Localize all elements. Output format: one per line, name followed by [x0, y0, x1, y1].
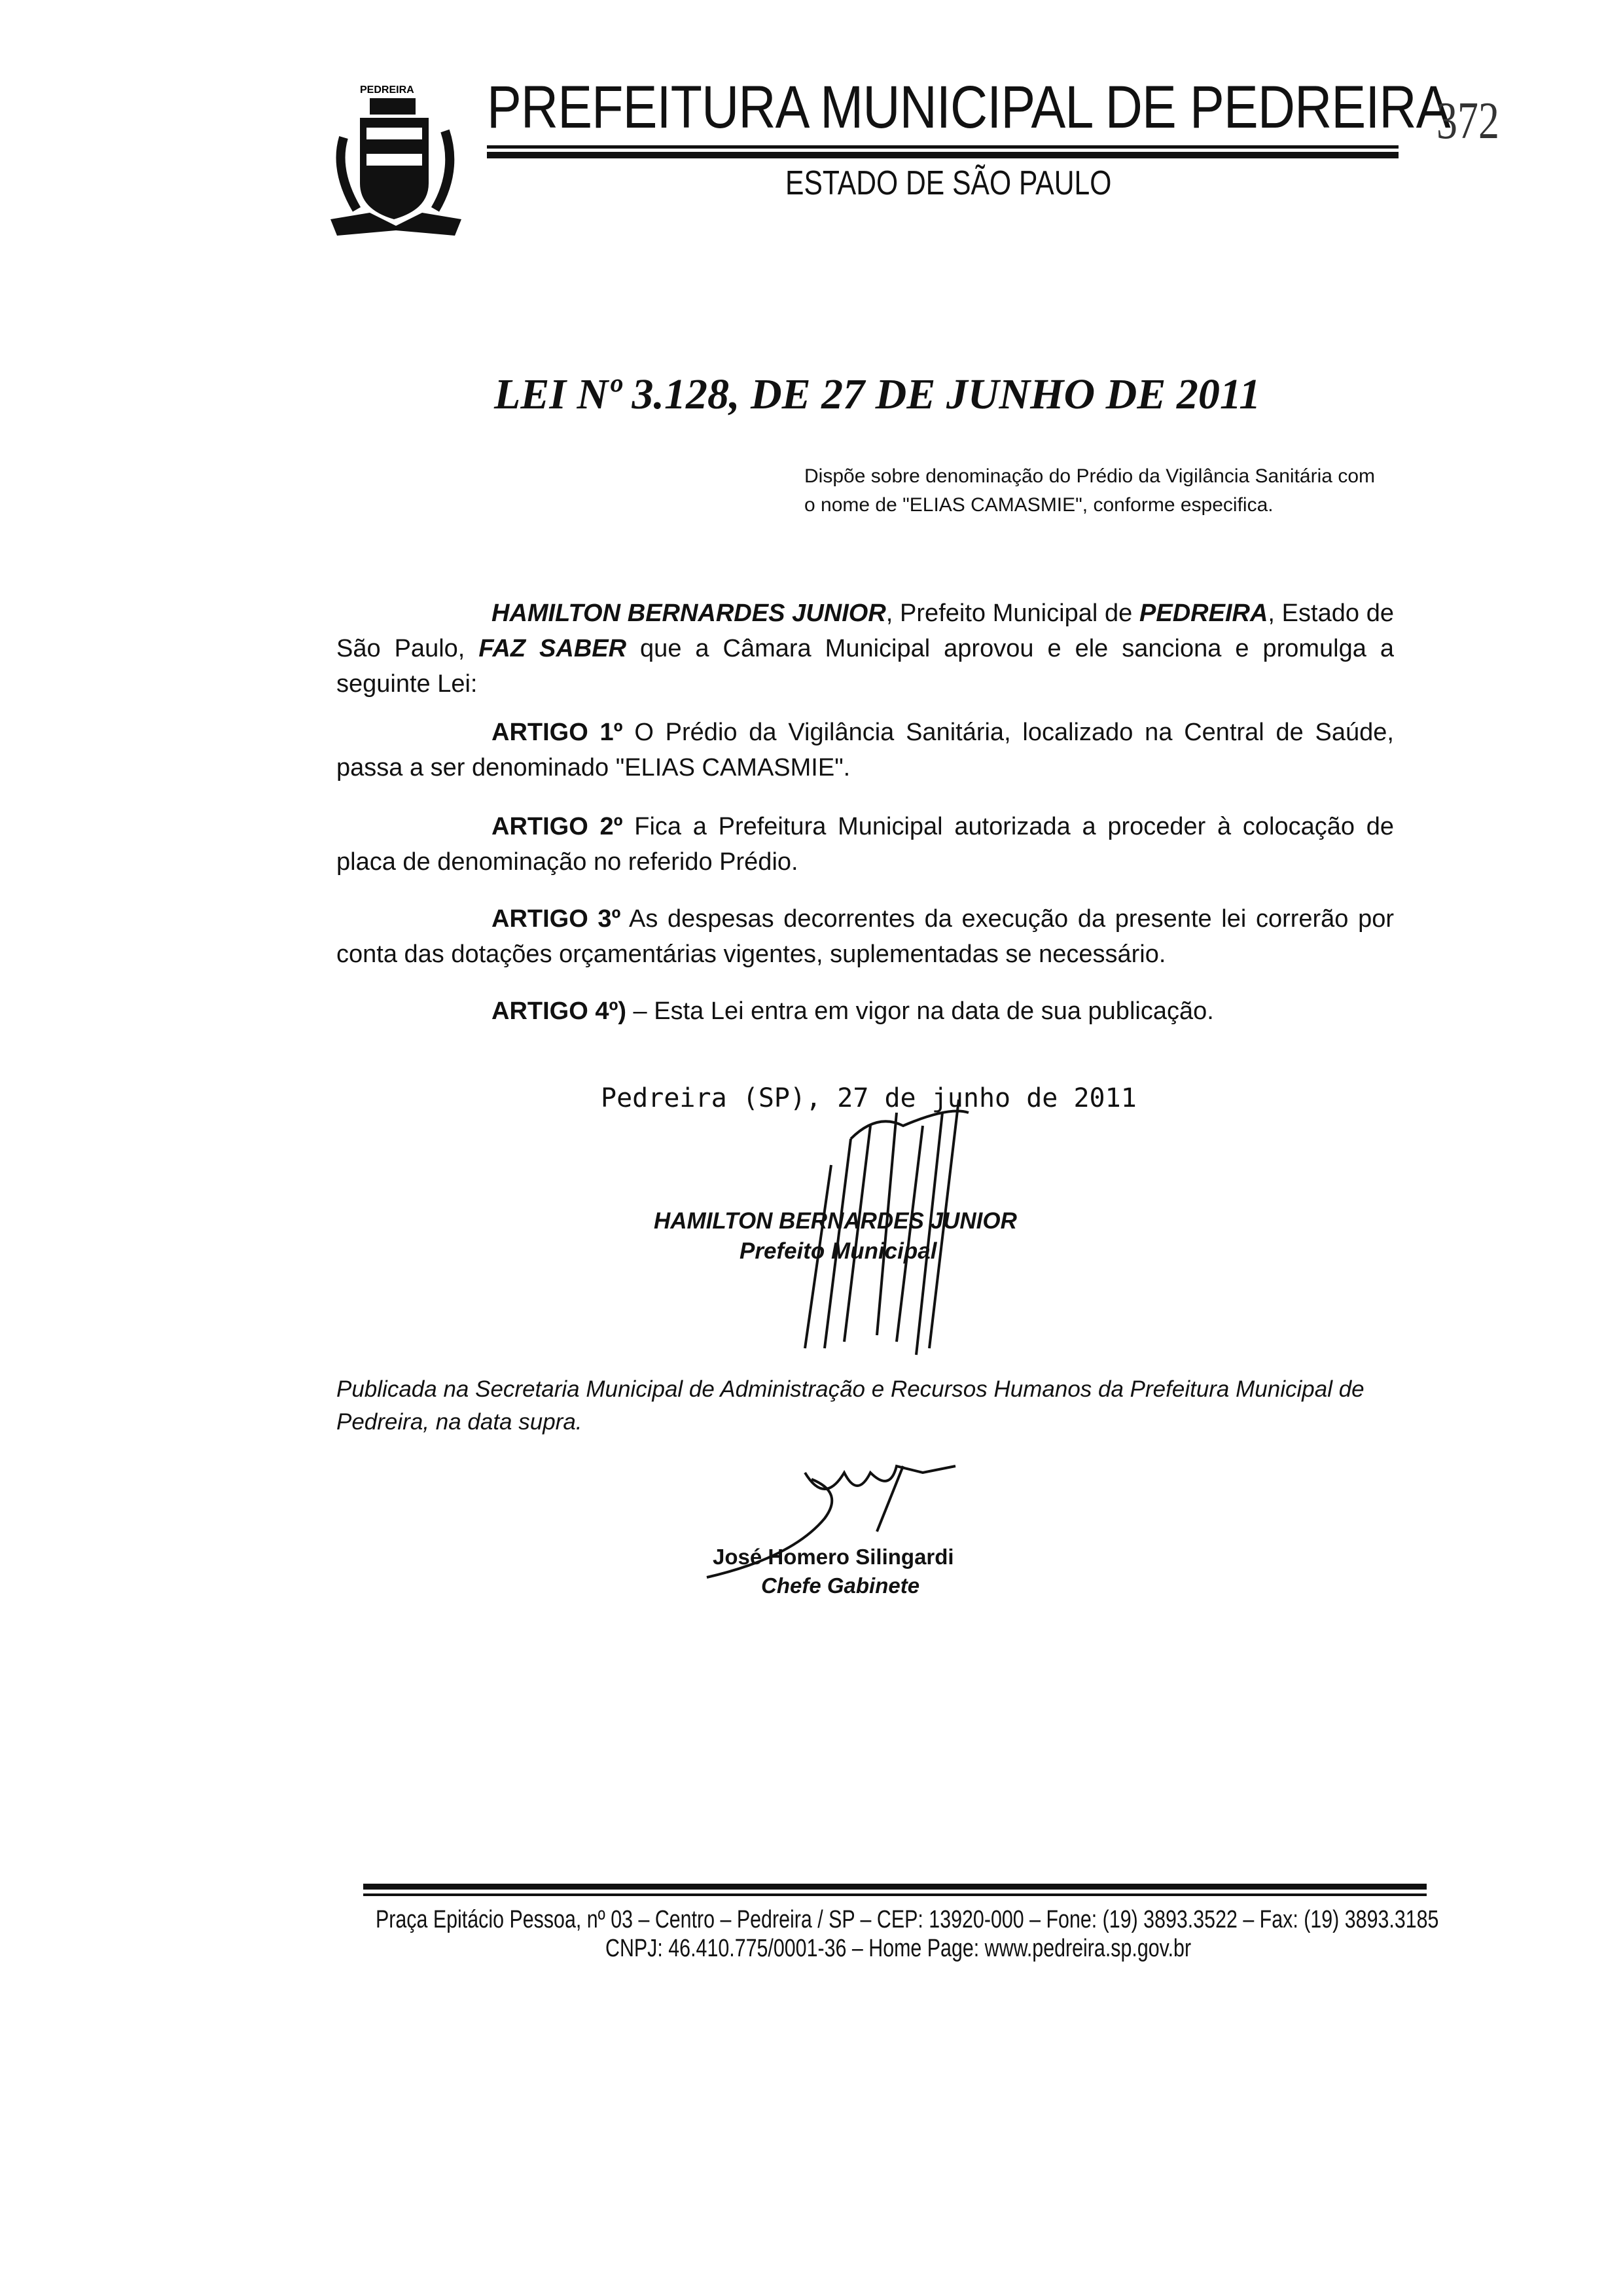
article-4 — [336, 994, 1394, 1029]
mayor-signature — [772, 1086, 982, 1361]
footer-cnpj: CNPJ: 46.410.775/0001-36 – Home Page: www.pedreira.sp.gov.br — [605, 1935, 1192, 1962]
article-label: ARTIGO 2º — [491, 813, 623, 840]
preamble-text: que a Câmara Municipal aprovou e ele sanciona e promulga a seguinte Lei: — [336, 635, 1394, 698]
footer-address: Praça Epitácio Pessoa, nº 03 – Centro – Pedreira / SP – CEP: 13920-000 – Fone: (19) 3893.3522 – Fax: (19) 3893.3185 — [376, 1906, 1439, 1933]
law-summary: Dispõe sobre denominação do Prédio da Vigilância Sanitária com o nome de "ELIAS CAMASMIE", conforme especifica. — [804, 465, 1375, 516]
article-label: ARTIGO 3º — [491, 905, 621, 933]
header-subtitle: ESTADO DE SÃO PAULO — [785, 164, 1112, 202]
header-divider — [487, 145, 1399, 149]
article-3 — [336, 901, 1394, 972]
article-text: Fica a Prefeitura Municipal autorizada a proceder à colocação de placa de denominação no referido Prédio. — [336, 813, 1395, 876]
chief-role: Chefe Gabinete — [761, 1573, 920, 1598]
preamble-text: , Prefeito Municipal de — [885, 600, 1140, 627]
article-text: As despesas decorrentes da execução da presente lei correrão por conta das dotações orçamentárias vigentes, suplementadas se necessário. — [336, 905, 1395, 968]
mayor-name: HAMILTON BERNARDES JUNIOR — [491, 600, 886, 627]
article-text: – Esta Lei entra em vigor na data de sua publicação. — [626, 997, 1214, 1025]
signatory-role: Prefeito Municipal — [740, 1238, 937, 1264]
header-title: PREFEITURA MUNICIPAL DE PEDREIRA — [487, 74, 1450, 141]
preamble-text: , Estado de São Paulo, — [336, 600, 1394, 662]
municipal-coat-of-arms-logo — [330, 79, 461, 239]
footer-divider-thick — [363, 1884, 1427, 1890]
footer-divider — [363, 1893, 1427, 1896]
preamble-paragraph — [336, 596, 1394, 702]
article-label: ARTIGO 1º — [491, 719, 623, 746]
article-label: ARTIGO 4º) — [491, 997, 626, 1025]
signatory-name: HAMILTON BERNARDES JUNIOR — [654, 1208, 1017, 1234]
faz-saber: FAZ SABER — [478, 635, 627, 662]
page-number: 372 — [1436, 92, 1499, 150]
law-title: LEI Nº 3.128, DE 27 DE JUNHO DE 2011 — [494, 370, 1261, 418]
chief-name: José Homero Silingardi — [713, 1545, 954, 1569]
city-name: PEDREIRA — [1139, 600, 1268, 627]
article-2 — [336, 809, 1394, 880]
svg-text:PEDREIRA: PEDREIRA — [360, 84, 414, 96]
article-1 — [336, 715, 1394, 785]
article-text: O Prédio da Vigilância Sanitária, localizado na Central de Saúde, passa a ser denominado "ELIAS CAMASMIE". — [336, 719, 1394, 781]
publication-note: Publicada na Secretaria Municipal de Administração e Recursos Humanos da Prefeitura Municipal de Pedreira, na data supra. — [336, 1376, 1364, 1435]
header-divider-thick — [487, 152, 1399, 158]
signing-date: Pedreira (SP), 27 de junho de 2011 — [601, 1083, 1137, 1113]
